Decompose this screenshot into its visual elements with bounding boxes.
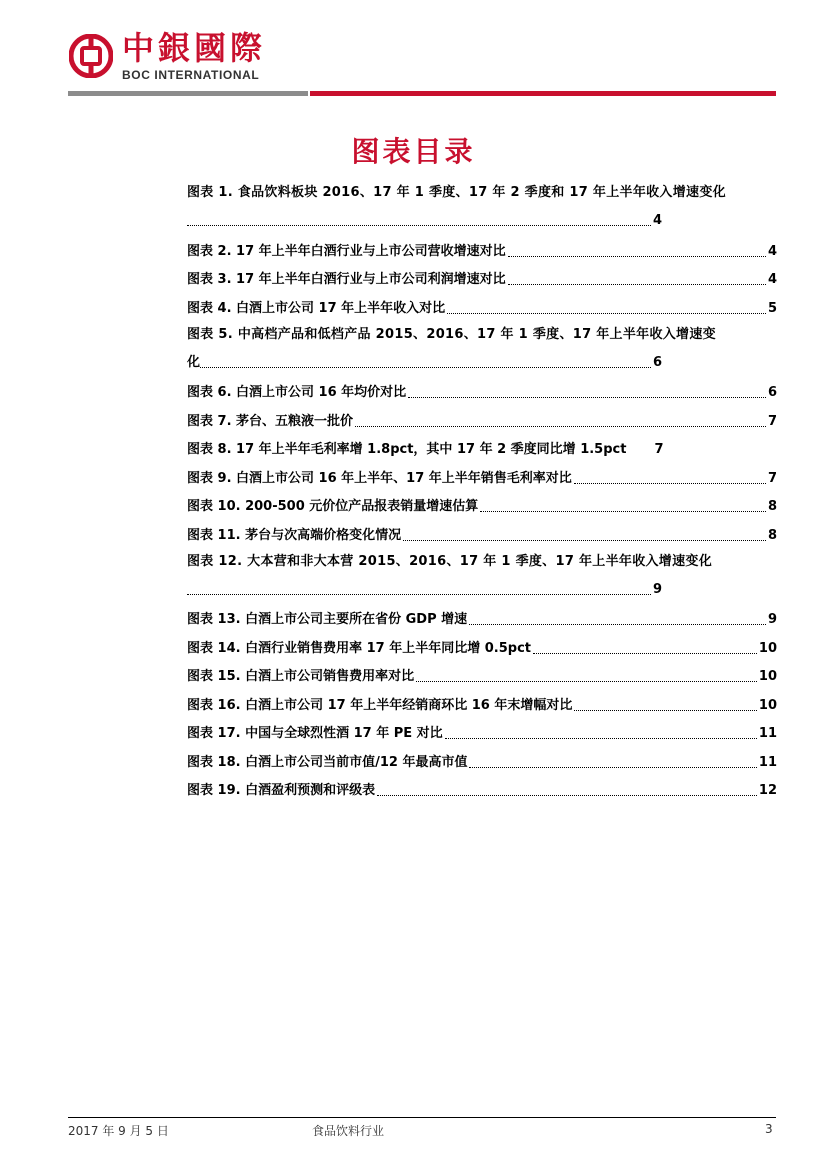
toc-page-number: 4 <box>652 213 662 228</box>
toc-leader-dots <box>200 367 651 368</box>
toc-entry-label: 图表 19. 白酒盈利预测和评级表 <box>187 783 376 798</box>
toc-page-number: 7 <box>654 442 664 457</box>
toc-page-number: 4 <box>767 243 777 259</box>
toc-page-number: 6 <box>767 385 777 400</box>
toc-entry[interactable] <box>187 747 777 776</box>
toc-entry[interactable] <box>187 605 777 634</box>
toc-page-number: 9 <box>767 612 777 627</box>
toc-entry-label: 图表 7. 茅台、五粮液一批价 <box>187 413 354 429</box>
footer-rule <box>68 1117 776 1118</box>
toc-entry[interactable] <box>187 776 777 805</box>
toc-entry[interactable] <box>187 265 777 294</box>
toc-entry-label: 图表 5. 中高档产品和低档产品 2015、2016、17 年 1 季度、17 年上半年收入增速变 <box>187 326 716 342</box>
toc-entry[interactable] <box>187 549 777 603</box>
toc-leader-dots <box>377 795 757 796</box>
toc-leader-dots <box>469 624 766 625</box>
toc-entry-label: 图表 3. 17 年上半年白酒行业与上市公司利润增速对比 <box>187 272 506 287</box>
table-of-figures <box>187 180 777 804</box>
toc-entry[interactable] <box>187 633 777 662</box>
toc-entry-label: 图表 4. 白酒上市公司 17 年上半年收入对比 <box>187 300 446 316</box>
toc-leader-dots <box>355 426 766 427</box>
toc-entry-label: 图表 16. 白酒上市公司 17 年上半年经销商环比 16 年末增幅对比 <box>187 697 573 713</box>
toc-entry[interactable] <box>187 492 777 521</box>
toc-entry[interactable] <box>187 690 777 719</box>
toc-page-number: 9 <box>652 581 662 597</box>
toc-leader-dots <box>403 540 766 541</box>
toc-page-number: 6 <box>652 354 662 370</box>
toc-entry-label: 图表 17. 中国与全球烈性酒 17 年 PE 对比 <box>187 726 443 741</box>
footer-industry: 食品饮料行业 <box>312 1124 385 1138</box>
toc-page-number: 10 <box>758 669 777 684</box>
toc-entry[interactable] <box>187 293 777 322</box>
toc-leader-dots <box>187 594 651 595</box>
toc-entry[interactable] <box>187 463 777 492</box>
toc-leader-dots <box>508 284 766 285</box>
toc-leader-dots <box>408 397 766 398</box>
toc-leader-dots <box>480 511 766 512</box>
toc-leader-dots <box>416 681 757 682</box>
toc-page-number: 8 <box>767 499 777 514</box>
toc-entry[interactable] <box>187 236 777 265</box>
toc-entry-label: 图表 18. 白酒上市公司当前市值/12 年最高市值 <box>187 754 468 770</box>
header-rule-red <box>310 91 776 96</box>
toc-entry[interactable] <box>187 435 777 464</box>
toc-page-number: 10 <box>758 697 777 713</box>
toc-page-number: 11 <box>758 726 777 741</box>
toc-page-number: 11 <box>758 754 777 770</box>
logo-chinese-name: 中銀國際 <box>122 29 267 67</box>
header-rule-grey <box>68 91 308 96</box>
toc-leader-dots <box>508 256 766 257</box>
toc-entry[interactable] <box>187 719 777 748</box>
toc-page-number: 10 <box>758 640 777 656</box>
toc-entry[interactable] <box>187 406 777 435</box>
toc-entry-label: 图表 9. 白酒上市公司 16 年上半年、17 年上半年销售毛利率对比 <box>187 470 572 486</box>
toc-entry-label: 图表 6. 白酒上市公司 16 年均价对比 <box>187 385 407 400</box>
toc-page-number: 12 <box>758 783 777 798</box>
toc-page-number: 5 <box>767 300 777 316</box>
toc-entry-label: 图表 8. 17 年上半年毛利率增 1.8pct，其中 17 年 2 季度同比增 1.5pct <box>187 442 627 457</box>
toc-page-number: 8 <box>767 527 777 543</box>
toc-leader-dots <box>445 738 757 739</box>
toc-leader-dots <box>533 653 757 654</box>
toc-leader-dots <box>187 225 651 226</box>
toc-entry-label: 图表 15. 白酒上市公司销售费用率对比 <box>187 669 415 684</box>
page-title: 图表目录 <box>351 135 476 168</box>
boc-logo-icon <box>69 34 113 78</box>
toc-entry[interactable] <box>187 180 777 234</box>
logo-english-name: BOC INTERNATIONAL <box>122 68 260 82</box>
toc-leader-dots <box>447 313 766 314</box>
toc-leader-dots <box>574 483 766 484</box>
toc-entry-label: 图表 10. 200-500 元价位产品报表销量增速估算 <box>187 499 479 514</box>
toc-entry[interactable] <box>187 662 777 691</box>
toc-page-number: 7 <box>767 413 777 429</box>
toc-entry-label: 图表 2. 17 年上半年白酒行业与上市公司营收增速对比 <box>187 243 506 259</box>
toc-entry-label-continued: 化 <box>187 354 201 370</box>
toc-entry[interactable] <box>187 378 777 407</box>
toc-entry[interactable] <box>187 520 777 549</box>
toc-entry-label: 图表 13. 白酒上市公司主要所在省份 GDP 增速 <box>187 612 468 627</box>
toc-entry-label: 图表 12. 大本营和非大本营 2015、2016、17 年 1 季度、17 年上半年收入增速变化 <box>187 553 713 569</box>
toc-entry-label: 图表 1. 食品饮料板块 2016、17 年 1 季度、17 年 2 季度和 17 年上半年收入增速变化 <box>187 185 726 200</box>
footer-date: 2017 年 9 月 5 日 <box>68 1124 169 1138</box>
toc-entry-label: 图表 11. 茅台与次高端价格变化情况 <box>187 527 402 543</box>
footer-page-number: 3 <box>765 1122 773 1136</box>
toc-entry-label: 图表 14. 白酒行业销售费用率 17 年上半年同比增 0.5pct <box>187 640 532 656</box>
toc-page-number: 4 <box>767 272 777 287</box>
toc-leader-dots <box>574 710 757 711</box>
toc-leader-dots <box>469 767 756 768</box>
page-header <box>0 0 827 100</box>
toc-page-number: 7 <box>767 470 777 486</box>
toc-entry[interactable] <box>187 322 777 376</box>
